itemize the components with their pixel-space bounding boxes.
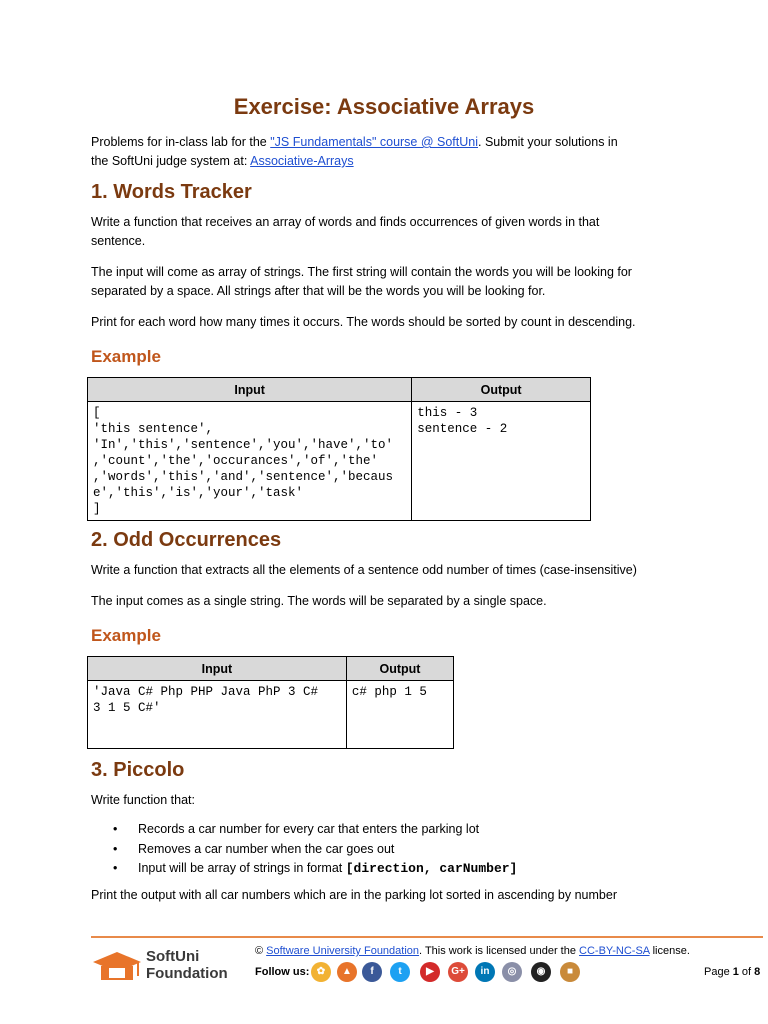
code-line: ] [93,502,101,516]
license-end: license. [649,945,690,957]
bullet-icon: • [113,822,118,836]
code-line: this - 3 [417,406,478,420]
code-line: [ [93,406,101,420]
list-item-text: Removes a car number when the car goes out [138,841,395,856]
follow-us-label: Follow us: [255,966,310,978]
github-icon[interactable]: ◉ [531,962,551,982]
code-line: 3 1 5 C#' [93,701,161,715]
words-tracker-input-description [91,263,691,301]
rss-icon[interactable]: ■ [560,962,580,982]
example-heading-1: Example [91,347,161,366]
code-line: 'In','this','sentence','you','have','to' [93,438,394,452]
code-line: sentence - 2 [417,422,508,436]
text-line: sentence. [91,234,146,248]
example-table-2 [87,656,454,749]
code-line: 'this sentence', [93,422,214,436]
code-line: 'Java C# Php PHP Java PhP 3 C# [93,685,319,699]
code-line: e','this','is','your','task' [93,486,304,500]
page-title: Exercise: Associative Arrays [233,94,535,119]
course-link[interactable]: "JS Fundamentals" course @ SoftUni [270,135,479,149]
softuni-foundation-icon[interactable]: ▲ [337,962,357,982]
code-line: ,'count','the','occurances','of','the' [93,454,379,468]
inline-code: [direction, carNumber] [345,861,518,876]
table-header-output: Output [412,378,591,402]
license-link[interactable]: CC-BY-NC-SA [579,945,650,957]
table-header-input: Input [88,378,412,402]
copyright-symbol: © [255,945,267,957]
bullet-icon: • [113,841,118,856]
page-total: 8 [754,966,761,978]
odd-occurrences-input-description: The input comes as a single string. The words will be separated by a single space. [91,594,547,608]
piccolo-output-description: Print the output with all car numbers which are in the parking lot sorted in ascending by number [91,888,617,902]
judge-link[interactable]: Associative-Arrays [250,154,354,168]
twitter-icon[interactable]: t [390,962,410,982]
intro-text-middle: . Submit your solutions in [478,135,618,149]
footer-divider [91,936,763,938]
list-item [91,840,517,860]
odd-occurrences-description: Write a function that extracts all the elements of a sentence odd number of times (case-insensitive) [91,563,637,577]
section-heading-odd-occurrences: 2. Odd Occurrences [91,529,282,551]
intro-text-line2: the SoftUni judge system at: [91,154,251,168]
page-number [704,966,760,978]
table-cell-input [88,681,347,749]
youtube-icon[interactable]: ▶ [420,962,440,982]
google-plus-icon[interactable]: G+ [448,962,468,982]
section-heading-words-tracker: 1. Words Tracker [91,181,252,203]
table-cell-output [412,402,591,521]
logo-text [146,948,228,982]
list-item-text: Input will be array of strings in format [138,861,346,875]
example-heading-2: Example [91,626,161,645]
text-line: separated by a space. All strings after that will be the words you will be looking for. [91,284,546,298]
table-cell-output [346,681,453,749]
code-line: c# php 1 5 [351,685,427,699]
list-item [91,820,517,840]
license-text: . This work is licensed under the [419,945,580,957]
facebook-icon[interactable]: f [362,962,382,982]
piccolo-description: Write function that: [91,793,195,807]
table-cell-input [88,402,412,521]
words-tracker-output-description: Print for each word how many times it occurs. The words should be sorted by count in descending. [91,315,636,329]
footer-license [255,945,690,957]
example-table-1 [87,377,591,521]
page-current: 1 [732,966,739,978]
table-header-output: Output [346,657,453,681]
piccolo-requirements-list [91,820,517,879]
list-item [91,859,517,879]
section-heading-piccolo: 3. Piccolo [91,759,185,781]
page-label: Page [704,966,733,978]
softuni-icon[interactable]: ✿ [311,962,331,982]
page-of: of [738,966,755,978]
intro-text: Problems for in-class lab for the [91,135,271,149]
text-line: Write a function that receives an array of words and finds occurrences of given words in that [91,215,600,229]
list-item-text: Records a car number for every car that enters the parking lot [138,822,480,836]
blog-icon[interactable]: ◎ [502,962,522,982]
foundation-link[interactable]: Software University Foundation [266,945,420,957]
words-tracker-description [91,213,691,251]
table-header-input: Input [88,657,347,681]
logo-line1: SoftUni [146,948,200,965]
code-line: ,'words','this','and','sentence','becaus [93,470,394,484]
text-line: The input will come as array of strings. The first string will contain the words you will be looking for [91,265,632,279]
logo-line2: Foundation [146,965,228,982]
intro-paragraph [91,133,691,171]
linkedin-icon[interactable]: in [475,962,495,982]
bullet-icon: • [113,861,118,875]
